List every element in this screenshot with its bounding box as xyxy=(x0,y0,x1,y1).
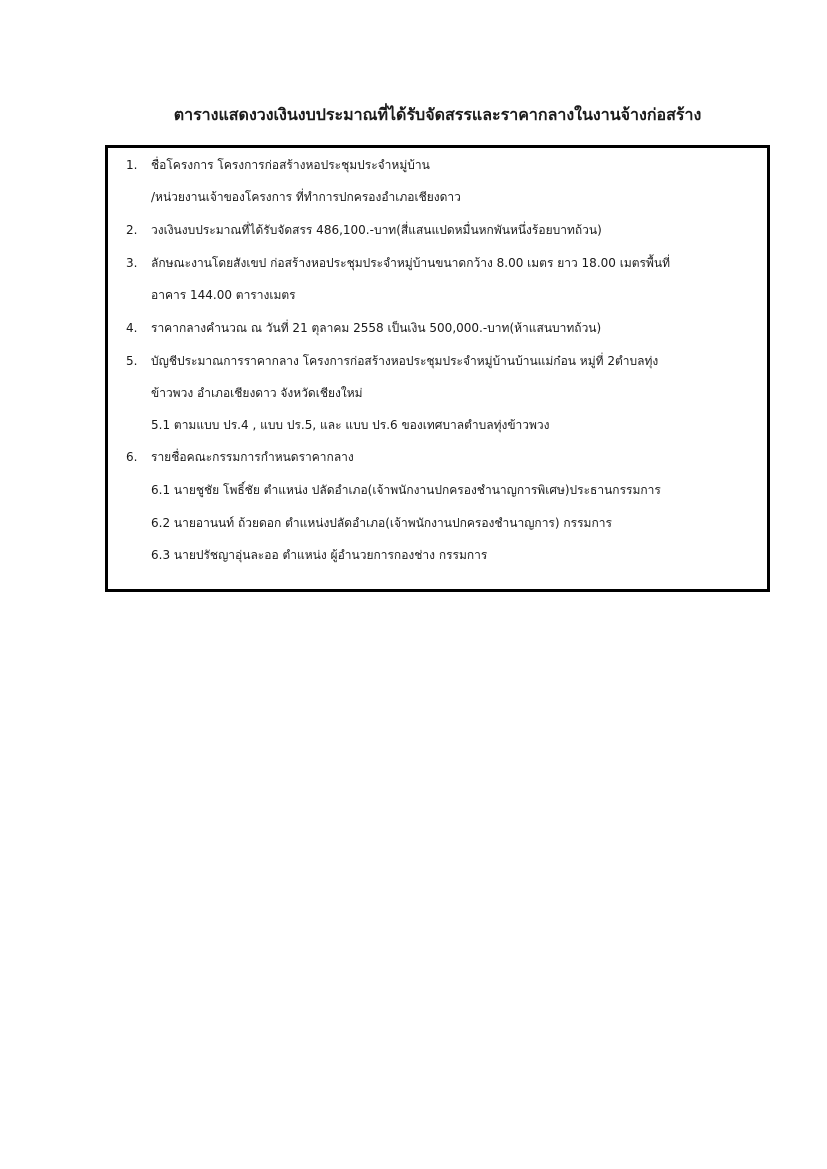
median-price: ราคากลางคำนวณ ณ วันที่ 21 ตุลาคม 2558 เป็นเงิน 500,000.-บาท(ห้าแสนบาทถ้วน) xyxy=(151,321,602,335)
item-number: 3. xyxy=(126,256,138,270)
price-estimate-sub: 5.1 ตามแบบ ปร.4 , แบบ ปร.5, และ แบบ ปร.6 ของเทศบาลตำบลทุ่งข้าวพวง xyxy=(151,418,550,432)
price-estimate: บัญชีประมาณการราคากลาง โครงการก่อสร้างหอประชุมประจำหมู่บ้านบ้านแม่ก๋อน หมู่ที่ 2ตำบลทุ่ง xyxy=(151,354,659,368)
project-owner: /หน่วยงานเจ้าของโครงการ ที่ทำการปกครองอำเภอเชียงดาว xyxy=(151,190,461,204)
page-title: ตารางแสดงวงเงินงบประมาณที่ได้รับจัดสรรและราคากลางในงานจ้างก่อสร้าง xyxy=(173,105,702,124)
info-box xyxy=(105,145,770,592)
committee-member: 6.2 นายอานนท์ ถ้วยดอก ตำแหน่งปลัดอำเภอ(เจ้าพนักงานปกครองชำนาญการ) กรรมการ xyxy=(151,516,612,530)
item-number: 1. xyxy=(126,158,138,172)
work-description: ลักษณะงานโดยสังเขป ก่อสร้างหอประชุมประจำหมู่บ้านขนาดกว้าง 8.00 เมตร ยาว 18.00 เมตรพื้นที่ xyxy=(151,256,670,270)
project-name: ชื่อโครงการ โครงการก่อสร้างหอประชุมประจำหมู่บ้าน xyxy=(151,158,430,172)
item-number: 4. xyxy=(126,321,138,335)
item-number: 5. xyxy=(126,354,138,368)
price-estimate-cont: ข้าวพวง อำเภอเชียงดาว จังหวัดเชียงใหม่ xyxy=(151,386,363,400)
committee-member: 6.1 นายชูชัย โพธิ์ชัย ตำแหน่ง ปลัดอำเภอ(เจ้าพนักงานปกครองชำนาญการพิเศษ)ประธานกรรมการ xyxy=(151,483,661,497)
item-number: 2. xyxy=(126,223,138,237)
committee-member: 6.3 นายปรัชญาอุ่นละออ ตำแหน่ง ผู้อำนวยการกองช่าง กรรมการ xyxy=(151,548,488,562)
budget-amount: วงเงินงบประมาณที่ได้รับจัดสรร 486,100.-บาท(สี่แสนแปดหมื่นหกพันหนึ่งร้อยบาทถ้วน) xyxy=(151,223,602,237)
item-number: 6. xyxy=(126,450,138,464)
work-description-cont: อาคาร 144.00 ตารางเมตร xyxy=(151,288,296,302)
committee-heading: รายชื่อคณะกรรมการกำหนดราคากลาง xyxy=(151,450,354,464)
